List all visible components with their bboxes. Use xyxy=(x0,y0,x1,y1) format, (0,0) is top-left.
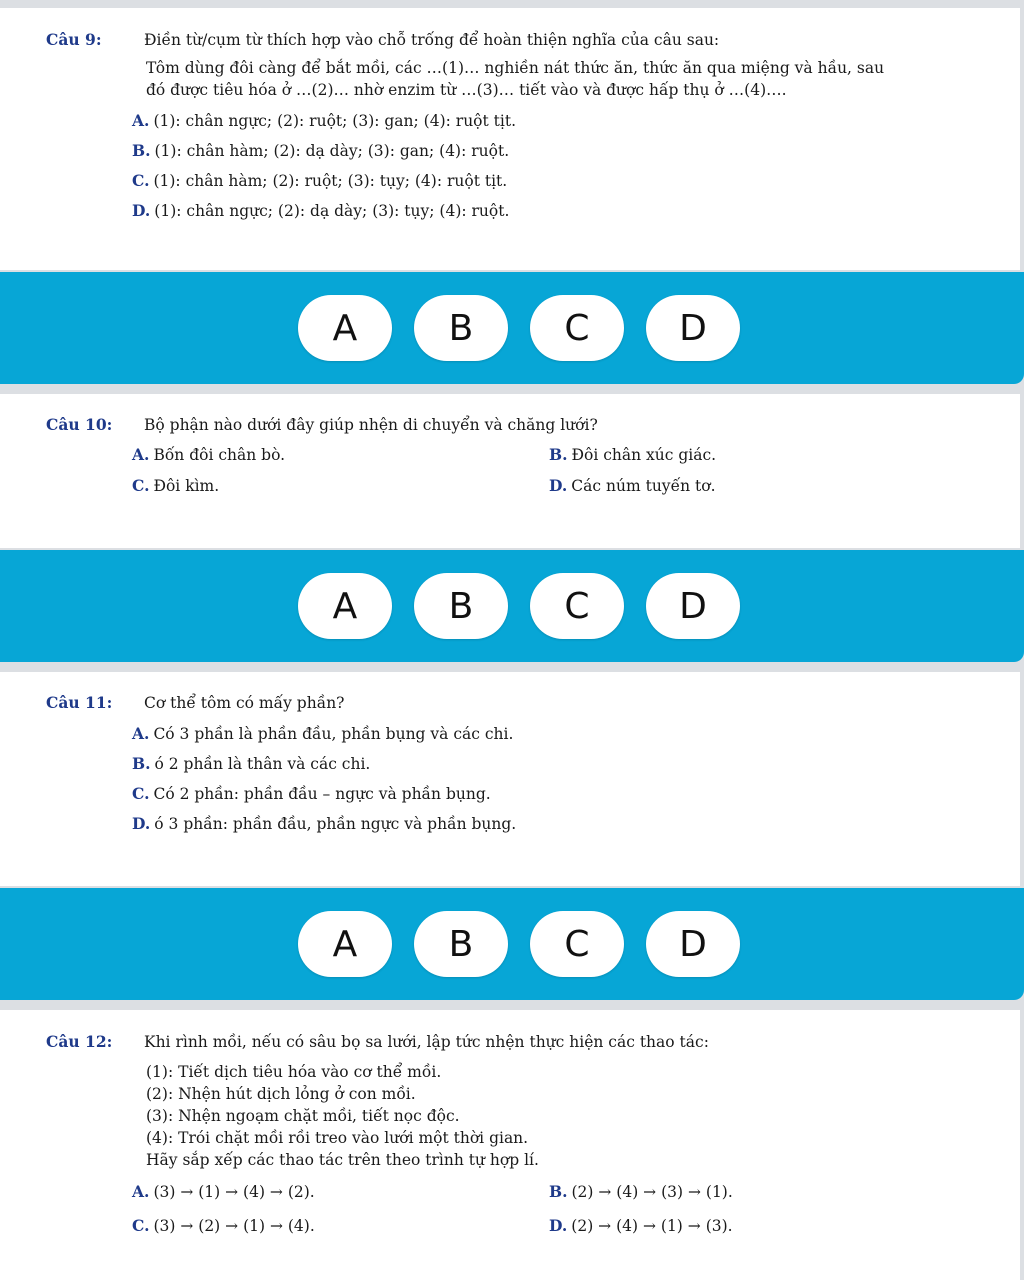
question-12-step-4: (4): Trói chặt mồi rồi treo vào lưới một thời gian. xyxy=(146,1129,529,1147)
option-text: ó 2 phần là thân và các chi. xyxy=(154,755,371,773)
question-9-label: Câu 9: xyxy=(46,30,102,49)
option-key: C. xyxy=(132,476,150,495)
option-key: D. xyxy=(132,201,151,220)
answer-d-button[interactable]: D xyxy=(646,911,740,977)
option-text: (1): chân ngực; (2): dạ dày; (3): tụy; (4): ruột. xyxy=(154,202,510,220)
answer-bar-question-9 xyxy=(0,272,1024,384)
option-text: Các núm tuyến tơ. xyxy=(571,477,716,495)
answer-c-button[interactable]: C xyxy=(530,911,624,977)
option-text: Có 3 phần là phần đầu, phần bụng và các chi. xyxy=(153,725,514,743)
question-9-prompt: Điền từ/cụm từ thích hợp vào chỗ trống để hoàn thiện nghĩa của câu sau: xyxy=(144,31,720,49)
answer-d-button[interactable]: D xyxy=(646,295,740,361)
question-10-option-d xyxy=(549,475,949,497)
answer-c-button[interactable]: C xyxy=(530,573,624,639)
question-11-option-b xyxy=(132,753,980,775)
question-11-option-d xyxy=(132,813,980,835)
question-10-prompt: Bộ phận nào dưới đây giúp nhện di chuyển và chăng lưới? xyxy=(144,416,598,434)
option-text: (3) → (2) → (1) → (4). xyxy=(153,1217,315,1235)
question-12-instruction: Hãy sắp xếp các thao tác trên theo trình tự hợp lí. xyxy=(146,1151,539,1169)
question-12-option-b xyxy=(549,1181,949,1203)
question-12-step-1: (1): Tiết dịch tiêu hóa vào cơ thể mồi. xyxy=(146,1063,442,1081)
option-key: B. xyxy=(132,141,151,160)
answer-b-button[interactable]: B xyxy=(414,295,508,361)
option-key: A. xyxy=(132,111,150,130)
question-11-label: Câu 11: xyxy=(46,693,113,712)
question-11-prompt: Cơ thể tôm có mấy phần? xyxy=(144,694,345,712)
option-key: C. xyxy=(132,171,150,190)
question-9-passage-line-2: đó được tiêu hóa ở …(2)… nhờ enzim từ …(3)… tiết vào và được hấp thụ ở …(4)…. xyxy=(146,81,787,99)
option-key: C. xyxy=(132,784,150,803)
option-text: (2) → (4) → (3) → (1). xyxy=(571,1183,733,1201)
answer-b-button[interactable]: B xyxy=(414,911,508,977)
option-text: (1): chân hàm; (2): dạ dày; (3): gan; (4): ruột. xyxy=(154,142,510,160)
option-text: (2) → (4) → (1) → (3). xyxy=(571,1217,733,1235)
question-11-option-a xyxy=(132,723,980,745)
question-10-label: Câu 10: xyxy=(46,415,113,434)
option-text: (3) → (1) → (4) → (2). xyxy=(153,1183,315,1201)
question-9-option-b xyxy=(132,140,980,162)
question-12-step-2: (2): Nhện hút dịch lỏng ở con mồi. xyxy=(146,1085,416,1103)
option-text: Đôi chân xúc giác. xyxy=(571,446,717,464)
option-text: ó 3 phần: phần đầu, phần ngực và phần bụng. xyxy=(154,815,517,833)
answer-a-button[interactable]: A xyxy=(298,295,392,361)
option-key: D. xyxy=(549,1216,568,1235)
answer-d-button[interactable]: D xyxy=(646,573,740,639)
question-12-option-a xyxy=(132,1181,549,1203)
option-text: Bốn đôi chân bò. xyxy=(153,446,286,464)
question-10-option-c xyxy=(132,475,549,497)
option-key: C. xyxy=(132,1216,150,1235)
option-key: D. xyxy=(549,476,568,495)
option-text: Đôi kìm. xyxy=(153,477,220,495)
question-9-option-a xyxy=(132,110,980,132)
question-9-option-c xyxy=(132,170,980,192)
answer-a-button[interactable]: A xyxy=(298,573,392,639)
option-key: B. xyxy=(549,445,568,464)
question-12-label: Câu 12: xyxy=(46,1032,113,1051)
option-text: (1): chân ngực; (2): ruột; (3): gan; (4): ruột tịt. xyxy=(153,112,517,130)
option-key: A. xyxy=(132,445,150,464)
question-9-option-d xyxy=(132,200,980,222)
question-9-card xyxy=(0,8,1020,270)
question-12-card xyxy=(0,1010,1020,1280)
question-10-option-b xyxy=(549,444,949,466)
question-11-option-c xyxy=(132,783,980,805)
option-key: A. xyxy=(132,724,150,743)
question-10-card xyxy=(0,394,1020,548)
option-key: B. xyxy=(549,1182,568,1201)
answer-b-button[interactable]: B xyxy=(414,573,508,639)
question-9-passage-line-1: Tôm dùng đôi càng để bắt mồi, các …(1)… nghiền nát thức ăn, thức ăn qua miệng và hầu, sau xyxy=(146,59,885,77)
answer-bar-question-10 xyxy=(0,550,1024,662)
option-key: B. xyxy=(132,754,151,773)
answer-a-button[interactable]: A xyxy=(298,911,392,977)
option-text: Có 2 phần: phần đầu – ngực và phần bụng. xyxy=(153,785,491,803)
question-12-prompt: Khi rình mồi, nếu có sâu bọ sa lưới, lập tức nhện thực hiện các thao tác: xyxy=(144,1033,709,1051)
question-12-option-d xyxy=(549,1215,949,1237)
question-12-step-3: (3): Nhện ngoạm chặt mồi, tiết nọc độc. xyxy=(146,1107,460,1125)
option-key: A. xyxy=(132,1182,150,1201)
answer-bar-question-11 xyxy=(0,888,1024,1000)
question-11-card xyxy=(0,672,1020,886)
option-key: D. xyxy=(132,814,151,833)
question-10-option-a xyxy=(132,444,549,466)
option-text: (1): chân hàm; (2): ruột; (3): tụy; (4): ruột tịt. xyxy=(153,172,508,190)
question-12-option-c xyxy=(132,1215,549,1237)
answer-c-button[interactable]: C xyxy=(530,295,624,361)
